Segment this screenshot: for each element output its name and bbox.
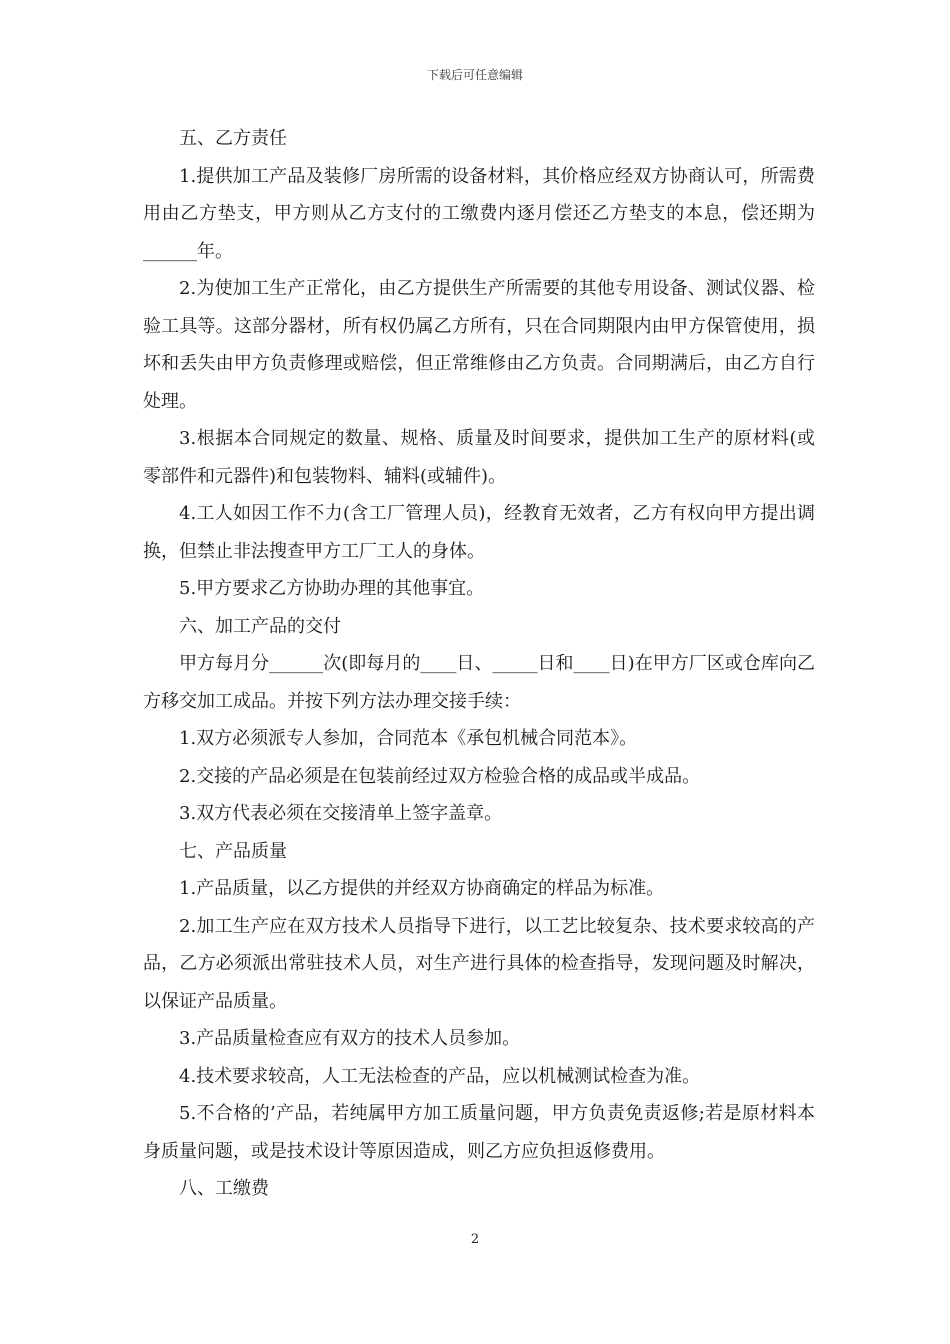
paragraph: 2.加工生产应在双方技术人员指导下进行，以工艺比较复杂、技术要求较高的产品，乙方必须派出常驻技术人员，对生产进行具体的检查指导，发现问题及时解决，以保证产品质量。 [143,915,815,1012]
paragraph: 3.产品质量检查应有双方的技术人员参加。 [179,1028,521,1049]
paragraph: 5.甲方要求乙方协助办理的其他事宜。 [179,578,485,599]
page-header: 下载后可任意编辑 [426,68,523,82]
document-body [143,120,815,1208]
section-heading-8: 八、工缴费 [179,1178,269,1199]
paragraph: 3.双方代表必须在交接清单上签字盖章。 [179,803,503,824]
section-heading-6: 六、加工产品的交付 [179,615,341,637]
paragraph: 1.双方必须派专人参加，合同范本《承包机械合同范本》。 [179,728,638,749]
paragraph: 甲方每月分______次(即每月的____日、_____日和____日)在甲方厂区或仓库向乙方移交加工成品。并按下列方法办理交接手续： [143,653,815,712]
section-heading-7: 七、产品质量 [179,840,287,862]
paragraph: 2.交接的产品必须是在包装前经过双方检验合格的成品或半成品。 [179,765,701,787]
paragraph: 1.提供加工产品及装修厂房所需的设备材料，其价格应经双方协商认可，所需费用由乙方垫支，甲方则从乙方支付的工缴费内逐月偿还乙方垫支的本息，偿还期为______年。 [143,165,815,262]
paragraph: 5.不合格的’产品，若纯属甲方加工质量问题，甲方负责免责返修;若是原材料本身质量问题，或是技术设计等原因造成，则乙方应负担返修费用。 [143,1103,815,1162]
paragraph: 3.根据本合同规定的数量、规格、质量及时间要求，提供加工生产的原材料(或零部件和元器件)和包装物料、辅料(或辅件)。 [143,428,815,487]
paragraph: 4.工人如因工作不力(含工厂管理人员)，经教育无效者，乙方有权向甲方提出调换，但禁止非法搜查甲方工厂工人的身体。 [143,503,815,562]
paragraph: 4.技术要求较高，人工无法检查的产品，应以机械测试检查为准。 [179,1065,701,1087]
page-number: 2 [470,1232,480,1247]
section-heading-5: 五、乙方责任 [179,128,287,149]
paragraph: 1.产品质量，以乙方提供的并经双方协商确定的样品为标准。 [179,878,665,899]
paragraph: 2.为使加工生产正常化，由乙方提供生产所需要的其他专用设备、测试仪器、检验工具等。这部分器材，所有权仍属乙方所有，只在合同期限内由甲方保管使用，损坏和丢失由甲方负责修理或赔偿，但正常维修由乙方负责。合同期满后，由乙方自行处理。 [143,278,815,412]
